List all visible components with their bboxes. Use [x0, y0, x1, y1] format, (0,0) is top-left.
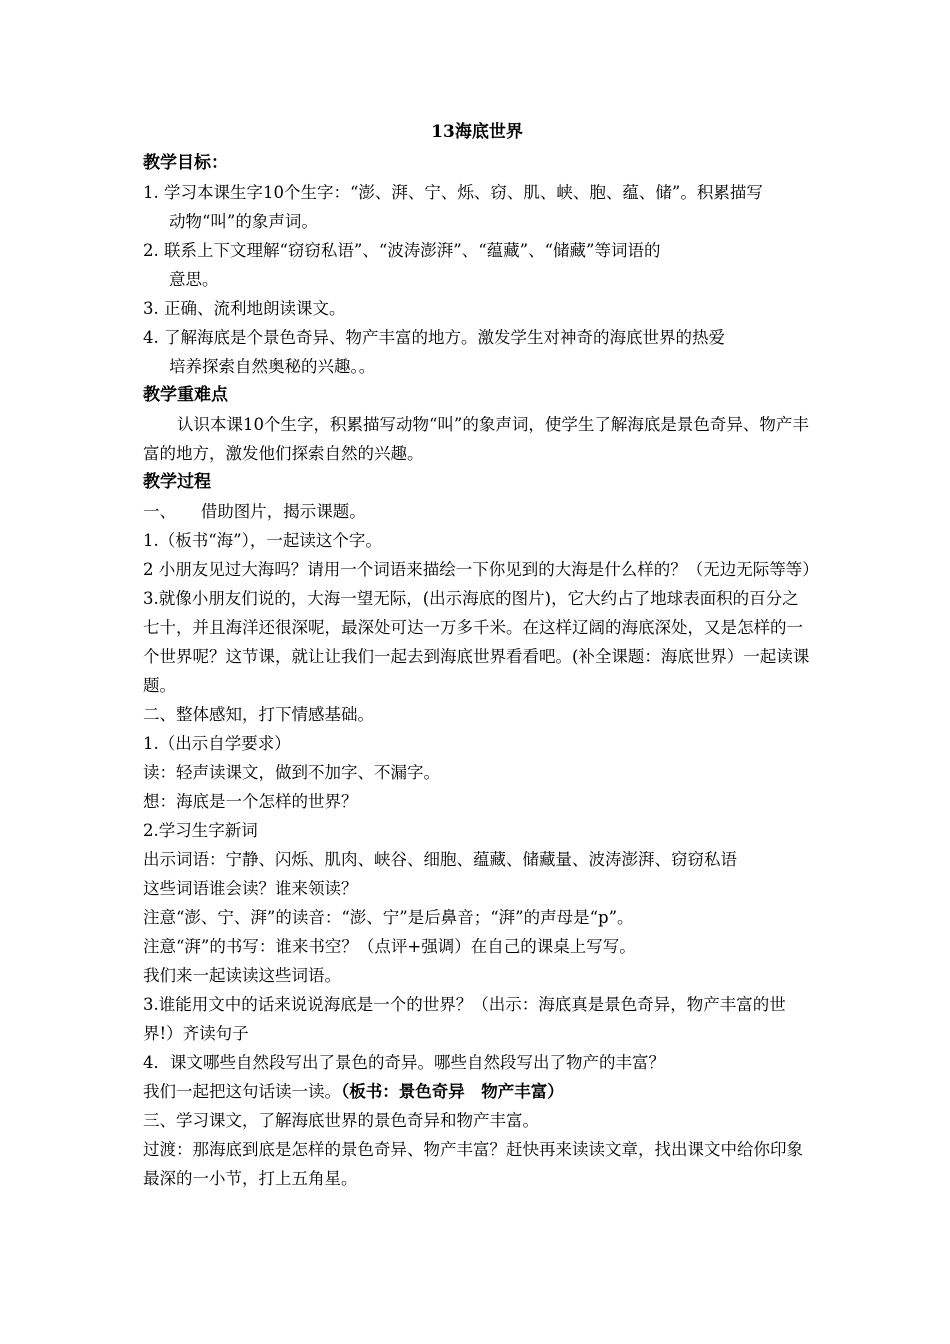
process-step [143, 1077, 811, 1106]
keypoints-heading: 教学重难点 [143, 385, 228, 405]
process-step: 2.学习生字新词 [143, 821, 258, 840]
process-step: 这些词语谁会读？谁来领读？ [143, 879, 358, 898]
process-step: 读：轻声读课文，做到不加字、不漏字。 [143, 763, 440, 782]
section-heading-2: 二、整体感知，打下情感基础。 [143, 705, 374, 724]
process-step: 出示词语：宁静、闪烁、肌肉、峡谷、细胞、蕴藏、储藏量、波涛澎湃、窃窃私语 [143, 850, 737, 869]
goal-line: 4. 了解海底是个景色奇异、物产丰富的地方。激发学生对神奇的海底世界的热爱 [143, 328, 725, 347]
process-step-text: 我们一起把这句话读一读。 [143, 1082, 341, 1101]
section-heading-1: 一、 借助图片，揭示课题。 [143, 502, 366, 521]
process-step: 我们来一起读读这些词语。 [143, 966, 341, 985]
goal-line: 意思。 [169, 270, 219, 289]
process-step: 注意“湃”的书写：谁来书空？（点评+强调）在自己的课桌上写写。 [143, 937, 636, 956]
board-note: （板书：景色奇异 物产丰富） [341, 1082, 564, 1101]
page-title: 13海底世界 [431, 122, 523, 142]
goals-heading: 教学目标： [143, 153, 228, 173]
process-step: 想：海底是一个怎样的世界？ [143, 792, 358, 811]
goal-line: 3. 正确、流利地朗读课文。 [143, 299, 346, 318]
section-heading-3: 三、学习课文，了解海底世界的景色奇异和物产丰富。 [143, 1111, 539, 1130]
keypoints-text: 认识本课10个生字，积累描写动物“叫”的象声词，使学生了解海底是景色奇异、物产丰富的地方，激发他们探索自然的兴趣。 [143, 415, 809, 463]
process-step: 1.（出示自学要求） [143, 734, 291, 753]
goal-line: 培养探索自然奥秘的兴趣。。 [169, 357, 376, 376]
process-step: 1.（板书“海”），一起读这个字。 [143, 531, 382, 550]
transition-text: 过渡：那海底到底是怎样的景色奇异、物产丰富？赶快再来读读文章，找出课文中给你印象最深的一小节，打上五角星。 [143, 1140, 803, 1188]
lesson-plan [143, 118, 819, 1193]
goal-line: 2. 联系上下文理解“窃窃私语”、“波涛澎湃”、“蕴藏”、“储藏”等词语的 [143, 241, 661, 260]
process-step: 注意“澎、宁、湃”的读音：“澎、宁”是后鼻音；“湃”的声母是“p”。 [143, 908, 634, 927]
process-heading: 教学过程 [143, 472, 211, 492]
process-step: 3.谁能用文中的话来说说海底是一个的世界？（出示：海底真是景色奇异，物产丰富的世界!）齐读句子 [143, 995, 786, 1043]
process-step: 3.就像小朋友们说的，大海一望无际，(出示海底的图片)，它大约占了地球表面积的百分之七十，并且海洋还很深呢，最深处可达一万多千米。在这样辽阔的海底深处，又是怎样的一个世界呢？这节课，就让让我们一起去到海底世界看看吧。(补全课题：海底世界）一起读课题。 [143, 589, 810, 695]
goal-line: 动物“叫”的象声词。 [169, 212, 318, 231]
process-step: 2 小朋友见过大海吗？请用一个词语来描绘一下你见到的大海是什么样的？（无边无际等等） [143, 560, 819, 579]
process-step: 4．课文哪些自然段写出了景色的奇异。哪些自然段写出了物产的丰富？ [143, 1053, 665, 1072]
goal-line: 1. 学习本课生字10个生字：“澎、湃、宁、烁、窃、肌、峡、胞、蕴、储”。积累描写 [143, 183, 763, 202]
